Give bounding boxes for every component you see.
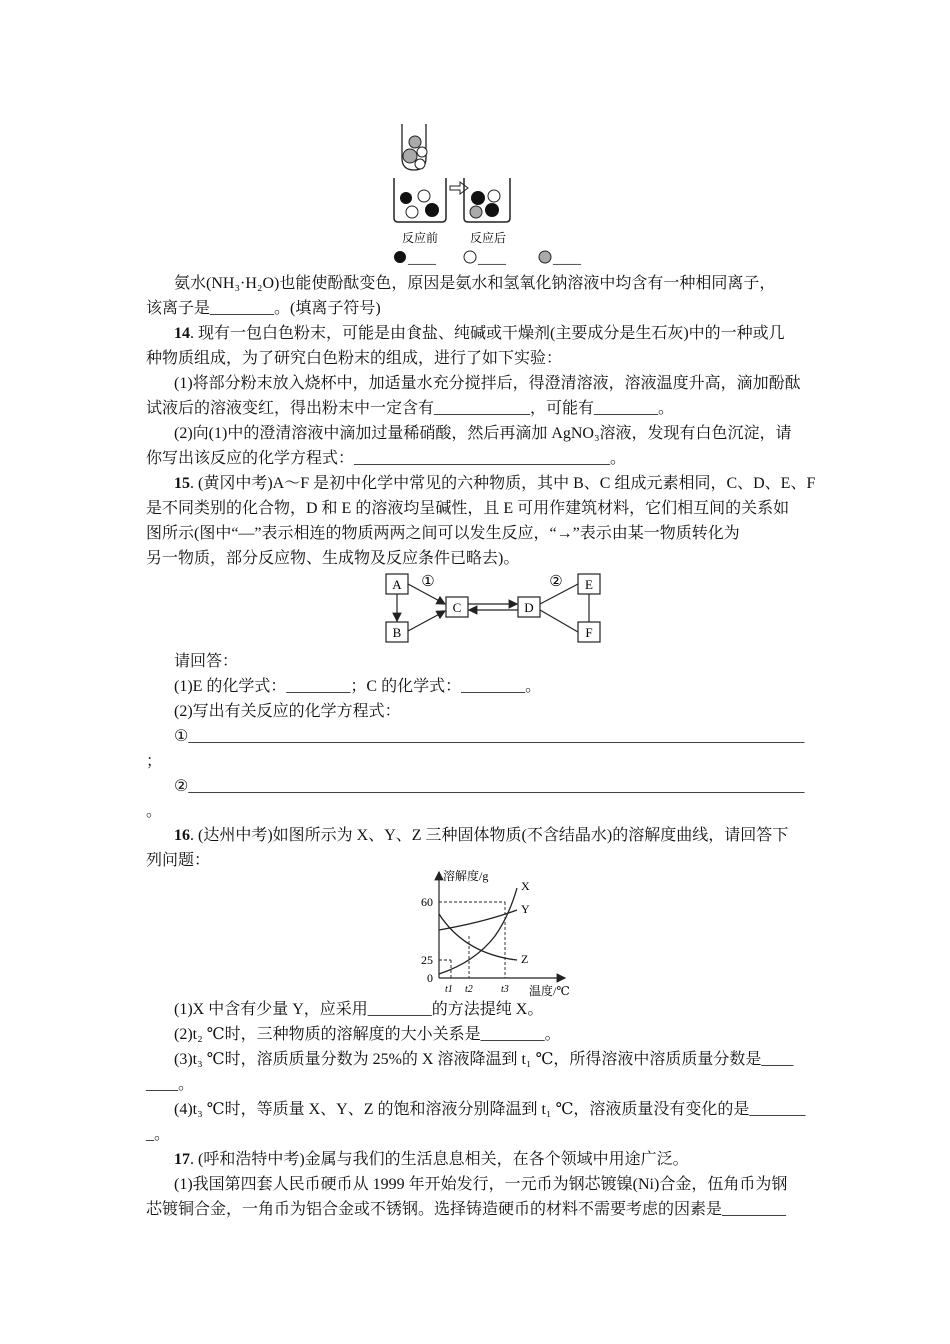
y-axis-label: 溶解度/g	[443, 869, 489, 883]
node-b: B	[392, 625, 402, 640]
text-line: 是不同类别的化合物，D 和 E 的溶液均呈碱性，且 E 可用作建筑材料，它们相互间的关系如	[146, 500, 790, 517]
mark-2: ②	[549, 574, 563, 590]
answer-line: ①_____________________________________________________________________________	[174, 728, 805, 745]
question-14-line: 14. 现有一包白色粉末，可能是由食盐、纯碱或干燥剂(主要成分是生石灰)中的一种或几	[174, 325, 785, 342]
text-line: (2)向(1)中的澄清溶液中滴加过量稀硝酸，然后再滴加 AgNO₃溶液，发现有白色沉淀，请	[174, 425, 792, 442]
text-line: (1)E 的化学式：________；C 的化学式：________。	[174, 678, 542, 695]
solubility-chart	[405, 866, 585, 998]
node-f: F	[585, 625, 593, 640]
text-line: 你写出该反应的化学方程式：________________________________。	[146, 450, 627, 467]
text-line: _。	[146, 1126, 171, 1143]
text-line: 种物质组成，为了研究白色粉末的组成，进行了如下实验：	[146, 350, 563, 367]
text-line: 试液后的溶液变红，得出粉末中一定含有____________，可能有________。	[146, 400, 675, 417]
text-line: 该离子是________。(填离子符号)	[146, 300, 381, 317]
question-16-line: 16. (达州中考)如图所示为 X、Y、Z 三种固体物质(不含结晶水)的溶解度曲线，请回答下	[174, 827, 789, 844]
text-line: 芯镀铜合金，一角币为铝合金或不锈钢。选择铸造硬币的材料不需要考虑的因素是________	[146, 1201, 787, 1218]
text-line: (1)我国第四套人民币硬币从 1999 年开始发行，一元币为钢芯镀镍(Ni)合金，伍角币为钢	[174, 1176, 788, 1193]
origin-label: 0	[427, 971, 433, 985]
y-tick: 25	[421, 953, 433, 967]
legend-black-icon	[394, 251, 406, 263]
x-tick: t1	[445, 984, 453, 995]
text-line: 氨水(NH₃·H₂O)也能使酚酞变色，原因是氨水和氢氧化钠溶液中均含有一种相同离子，	[174, 275, 776, 292]
text-line: (4)t₃ ℃时，等质量 X、Y、Z 的饱和溶液分别降温到 t₁ ℃，溶液质量没有变化的是_______	[174, 1101, 806, 1118]
question-15-line: 15. (黄冈中考)A～F 是初中化学中常见的六种物质，其中 B、C 组成元素相同，C、D、E、F	[174, 475, 816, 492]
text-line: (1)X 中含有少量 Y，应采用________的方法提纯 X。	[174, 1001, 544, 1018]
drop-particle	[417, 147, 427, 157]
text-line: 另一物质，部分反应物、生成物及反应条件已略去)。	[146, 550, 520, 567]
text-line: 列问题：	[146, 852, 211, 869]
node-c: C	[452, 600, 462, 615]
x-axis-label: 温度/℃	[529, 984, 570, 998]
text-line: 。	[146, 803, 163, 820]
series-z-label: Z	[521, 952, 529, 966]
series-y-label: Y	[521, 902, 530, 916]
label-after: 反应后	[470, 231, 507, 245]
legend-white-icon	[464, 251, 476, 263]
svg-text:____: ____	[553, 252, 581, 267]
drop-particle	[415, 159, 425, 169]
series-x-label: X	[521, 879, 530, 893]
reaction-figure	[380, 118, 620, 278]
node-d: D	[524, 600, 534, 615]
label-before: 反应前	[402, 231, 439, 245]
answer-line: ②_____________________________________________________________________________	[174, 778, 805, 795]
svg-text:____: ____	[478, 252, 506, 267]
text-line: (2)写出有关反应的化学方程式：	[174, 703, 401, 720]
text-line: 请回答：	[174, 653, 239, 670]
text-line: ____。	[146, 1076, 195, 1093]
legend-gray-icon	[539, 251, 551, 263]
text-line: ；	[146, 753, 163, 770]
x-tick: t2	[465, 984, 473, 995]
x-tick: t3	[501, 984, 509, 995]
text-line: (3)t₃ ℃时，溶质质量分数为 25%的 X 溶液降温到 t₁ ℃，所得溶液中溶质质量分数是____	[174, 1051, 794, 1068]
node-a: A	[392, 577, 402, 592]
node-e: E	[585, 577, 593, 592]
y-tick: 60	[421, 895, 433, 909]
question-17-line: 17. (呼和浩特中考)金属与我们的生活息息相关，在各个领域中用途广泛。	[174, 1151, 689, 1168]
text-line: (1)将部分粉末放入烧杯中，加适量水充分搅拌后，得澄清溶液，溶液温度升高，滴加酚酞	[174, 375, 801, 392]
relation-diagram	[380, 568, 610, 648]
svg-text:____: ____	[408, 252, 436, 267]
text-line: (2)t₂ ℃时，三种物质的溶解度的大小关系是________。	[174, 1026, 561, 1043]
drop-particle	[403, 149, 417, 163]
text-line: 图所示(图中“—”表示相连的物质两两之间可以发生反应，“→”表示由某一物质转化为	[146, 525, 740, 542]
drop-particle	[409, 136, 421, 148]
mark-1: ①	[421, 574, 435, 590]
